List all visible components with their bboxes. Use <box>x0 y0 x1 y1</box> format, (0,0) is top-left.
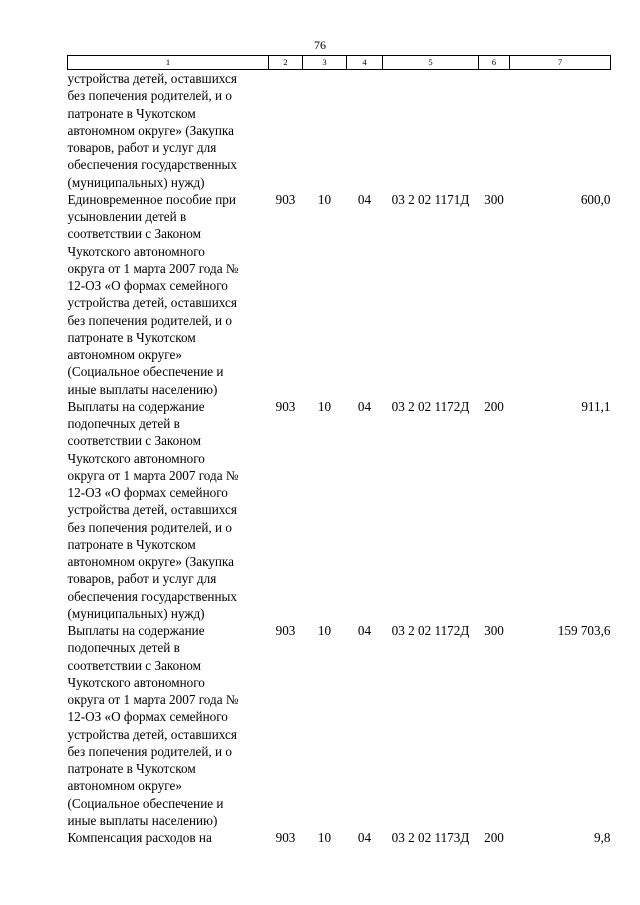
expense-name: Компенсация расходов на <box>67 830 212 845</box>
column-number-header <box>68 56 611 70</box>
expense-type-code: 300 <box>484 191 504 207</box>
subsection-code: 04 <box>357 191 372 207</box>
column-header: 1 <box>68 56 269 70</box>
table-row <box>68 622 611 829</box>
target-article-code: 03 2 02 1172Д <box>391 398 470 414</box>
column-header: 5 <box>383 56 479 70</box>
column-header: 4 <box>347 56 383 70</box>
target-article-code: 03 2 02 1172Д <box>391 623 470 638</box>
expense-type-code: 200 <box>484 398 504 414</box>
section-code: 10 <box>317 398 332 414</box>
subsection-code: 04 <box>357 623 372 638</box>
grbs-code <box>269 70 303 191</box>
budget-table <box>67 55 611 846</box>
expense-name: устройства детей, оставшихся без попечения родителей, и о патронате в Чукотском автономном округе» (Закупка товаров, работ и услуг для обеспечения государственных (муниципальных) нужд) <box>67 71 237 190</box>
section-code: 10 <box>317 623 332 638</box>
expense-name: Единовременное пособие при усыновлении детей в соответствии с Законом Чукотского автономного округа от 1 марта 2007 года № 12-ОЗ «О формах семейного устройства детей, оставшихся без попечения родителей, и о патронате в Чукотском автономном округе» (Социальное обеспечение и иные выплаты населению) <box>67 191 239 397</box>
section-code <box>303 70 347 191</box>
expense-name: Выплаты на содержание подопечных детей в соответствии с Законом Чукотского автономного округа от 1 марта 2007 года № 12-ОЗ «О формах семейного устройства детей, оставшихся без попечения родителей, и о патронате в Чукотском автономном округе» (Закупка товаров, работ и услуг для обеспечения государственных (муниципальных) нужд) <box>67 398 239 621</box>
section-code: 10 <box>317 830 332 845</box>
amount: 159 703,6 <box>557 623 611 638</box>
target-article-code: 03 2 02 1171Д <box>391 191 470 207</box>
table-row <box>68 70 611 191</box>
grbs-code: 903 <box>275 830 296 845</box>
grbs-code: 903 <box>275 191 296 207</box>
expense-type-code: 200 <box>484 830 504 845</box>
page-number: 76 <box>314 38 326 52</box>
column-header: 3 <box>303 56 347 70</box>
grbs-code: 903 <box>275 398 296 414</box>
column-header: 7 <box>510 56 611 70</box>
amount: 9,8 <box>594 830 611 845</box>
expense-name: Выплаты на содержание подопечных детей в соответствии с Законом Чукотского автономного округа от 1 марта 2007 года № 12-ОЗ «О формах семейного устройства детей, оставшихся без попечения родителей, и о патронате в Чукотском автономном округе» (Социальное обеспечение и иные выплаты населению) <box>67 623 239 828</box>
expense-type-code: 300 <box>484 623 504 638</box>
table-row <box>68 829 611 846</box>
subsection-code: 04 <box>357 398 372 414</box>
subsection-code: 04 <box>357 830 372 845</box>
section-code: 10 <box>317 191 332 207</box>
amount <box>510 70 611 191</box>
subsection-code <box>347 70 383 191</box>
grbs-code: 903 <box>275 623 296 638</box>
amount: 600,0 <box>580 191 611 207</box>
column-header: 2 <box>269 56 303 70</box>
column-header: 6 <box>479 56 510 70</box>
table-row <box>68 191 611 398</box>
target-article-code <box>383 70 479 191</box>
target-article-code: 03 2 02 1173Д <box>391 830 470 845</box>
amount: 911,1 <box>581 398 611 414</box>
table-row <box>68 398 611 622</box>
expense-type-code <box>479 70 510 191</box>
